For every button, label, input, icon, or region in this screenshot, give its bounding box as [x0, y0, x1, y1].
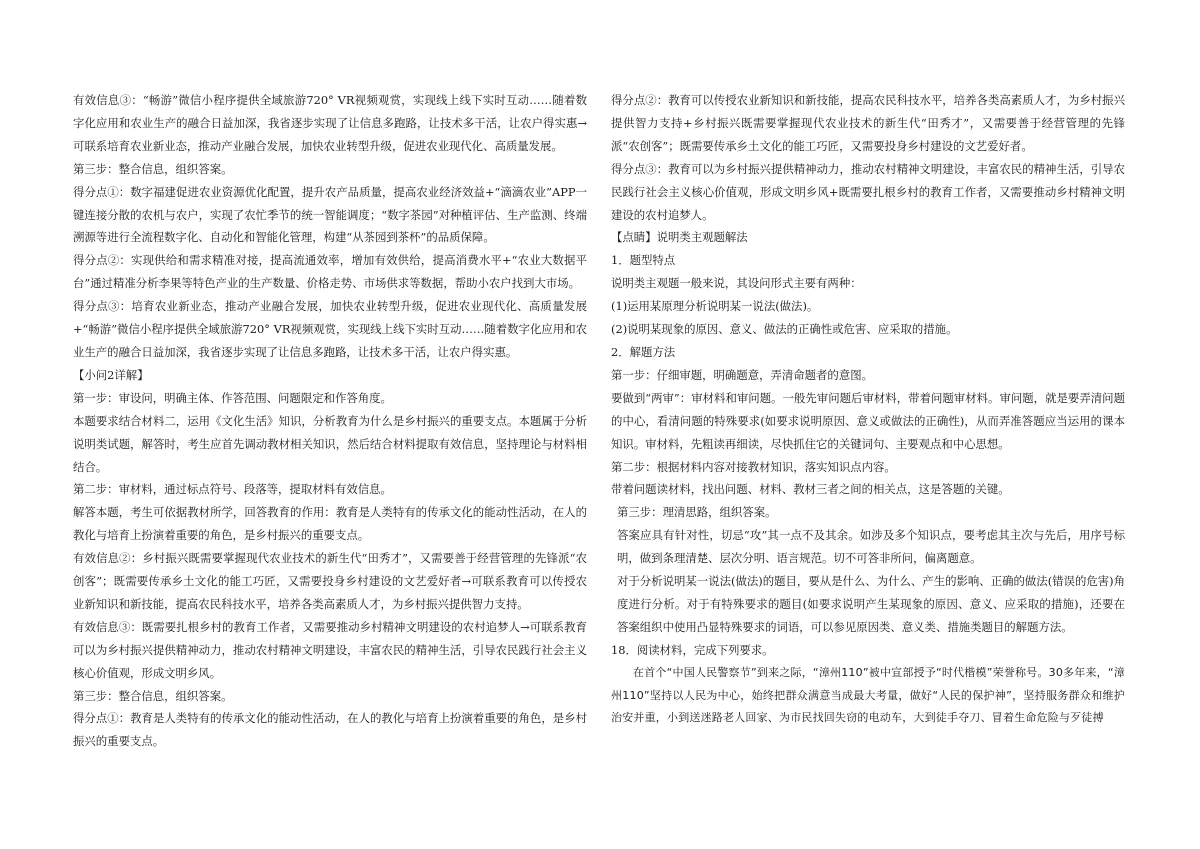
section-heading: 【点睛】说明类主观题解法	[611, 230, 748, 245]
question-heading: 18．阅读材料，完成下列要求。	[611, 642, 774, 657]
paragraph: 对于分析说明某一说法(做法)的题目，要从是什么、为什么、产生的影响、正确的做法(错误的危害)角度进行分析。对于有特殊要求的题目(如要求说明产生某现象的原因、意义、应采取的措施)，还要在答案组织中使用凸显特殊要求的词语，可以参见原因类、意义类、措施类题目的解题方法。	[617, 574, 1125, 634]
paragraph: 有效信息②：乡村振兴既需要掌握现代农业技术的新生代“田秀才”，又需要善于经营管理的先锋派“农创客”；既需要传承乡土文化的能工巧匠，又需要投身乡村建设的文艺爱好者→可联系教育可以传授农业新知识和新技能，提高农民科技水平，培养各类高素质人才，为乡村振兴提供智力支持。	[73, 551, 587, 611]
paragraph: 第一步：仔细审题，明确题意，弄清命题者的意图。	[611, 367, 873, 382]
paragraph: 有效信息③：既需要扎根乡村的教育工作者，又需要推动乡村精神文明建设的农村追梦人→可联系教育可以为乡村振兴提供精神动力，推动农村精神文明建设，丰富农民的精神生活，引导农民践行社会主义核心价值观，形成文明乡风。	[73, 619, 587, 680]
paragraph: 第三步：整合信息，组织答案。	[73, 161, 233, 176]
paragraph: 答案应具有针对性，切忌“攻”其一点不及其余。如涉及多个知识点，要考虑其主次与先后，用序号标明，做到条理清楚、层次分明、语言规范。切不可答非所问，偏离题意。	[617, 528, 1125, 566]
section-heading: 【小问2详解】	[73, 367, 149, 382]
reading-material: 在首个“中国人民警察节”到来之际，“漳州110”被中宣部授予“时代楷模”荣誉称号。30多年来，“漳州110”坚持以人民为中心，始终把群众满意当成最大考量，做好“人民的保护神”，坚持服务群众和维护治安并重，小到送迷路老人回家、为市民找回失窃的电动车，大到徒手夺刀、冒着生命危险与歹徒搏	[611, 665, 1125, 725]
subheading: 1．题型特点	[611, 253, 676, 268]
paragraph: 第二步：根据材料内容对接教材知识，落实知识点内容。	[611, 459, 896, 474]
paragraph: 要做到“两审”：审材料和审问题。一般先审问题后审材料，带着问题审材料。审问题，就是要弄清问题的中心，看清问题的特殊要求(如要求说明原因、意义或做法的正确性)，从而弄准答题应当运用的课本知识。审材料，先粗读再细读，尽快抓住它的关键词句、主要观点和中心思想。	[611, 390, 1125, 451]
paragraph: 得分点①：教育是人类特有的传承文化的能动性活动，在人的教化与培育上扮演着重要的角色，是乡村振兴的重要支点。	[73, 711, 587, 749]
paragraph: 第三步：理清思路，组织答案。	[617, 505, 777, 520]
subheading: 2．解题方法	[611, 344, 676, 359]
paragraph: 得分点③：教育可以为乡村振兴提供精神动力，推动农村精神文明建设，丰富农民的精神生活，引导农民践行社会主义核心价值观，形成文明乡风+既需要扎根乡村的教育工作者，又需要推动乡村精神文明建设的农村追梦人。	[611, 161, 1125, 222]
paragraph: 第二步：审材料，通过标点符号、段落等，提取材料有效信息。	[73, 482, 392, 497]
paragraph: 本题要求结合材料二，运用《文化生活》知识，分析教育为什么是乡村振兴的重要支点。本题属于分析说明类试题，解答时，考生应首先调动教材相关知识，然后结合材料提取有效信息，坚持理论与材料相结合。	[73, 413, 587, 474]
paragraph: 第一步：审设问，明确主体、作答范围、问题限定和作答角度。	[73, 390, 392, 405]
left-column	[73, 89, 587, 753]
paragraph: 带着问题读材料，找出问题、材料、教材三者之间的相关点，这是答题的关键。	[611, 482, 1010, 497]
paragraph: 得分点①：数字福建促进农业资源优化配置，提升农产品质量，提高农业经济效益+“滴滴农业”APP一键连接分散的农机与农户，实现了农忙季节的统一智能调度；“数字茶园”对种植评估、生产监测、终端溯源等进行全流程数字化、自动化和智能化管理，构建“从茶园到茶杯”的品质保障。	[73, 184, 587, 245]
right-column	[611, 89, 1125, 730]
list-item: (2)说明某现象的原因、意义、做法的正确性或危害、应采取的措施。	[611, 322, 958, 337]
paragraph: 得分点②：实现供给和需求精准对接，提高流通效率，增加有效供给，提高消费水平+“农业大数据平台”通过精准分析李果等特色产业的生产数量、价格走势、市场供求等数据，帮助小农户找到大市场。	[73, 253, 587, 291]
paragraph: 有效信息③：“畅游”微信小程序提供全域旅游720° VR视频观赏，实现线上线下实时互动……随着数字化应用和农业生产的融合日益加深，我省逐步实现了让信息多跑路，让技术多干活，让农户得实惠→可联系培育农业新业态，推动产业融合发展，加快农业转型升级，促进农业现代化、高质量发展。	[73, 93, 587, 153]
list-item: (1)运用某原理分析说明某一说法(做法)。	[611, 299, 819, 314]
paragraph: 第三步：整合信息，组织答案。	[73, 688, 233, 703]
paragraph: 解答本题，考生可依据教材所学，回答教育的作用：教育是人类特有的传承文化的能动性活动，在人的教化与培育上扮演着重要的角色，是乡村振兴的重要支点。	[73, 505, 587, 543]
paragraph: 说明类主观题一般来说，其设问形式主要有两种：	[611, 276, 862, 291]
paragraph: 得分点②：教育可以传授农业新知识和新技能，提高农民科技水平，培养各类高素质人才，为乡村振兴提供智力支持+乡村振兴既需要掌握现代农业技术的新生代“田秀才”，又需要善于经营管理的先锋派“农创客”；既需要传承乡土文化的能工巧匠，又需要投身乡村建设的文艺爱好者。	[611, 93, 1125, 153]
paragraph: 得分点③：培育农业新业态，推动产业融合发展，加快农业转型升级，促进农业现代化、高质量发展+“畅游”微信小程序提供全域旅游720° VR视频观赏，实现线上线下实时互动……随着数字化应用和农业生产的融合日益加深，我省逐步实现了让信息多跑路，让技术多干活，让农户得实惠。	[73, 299, 587, 359]
